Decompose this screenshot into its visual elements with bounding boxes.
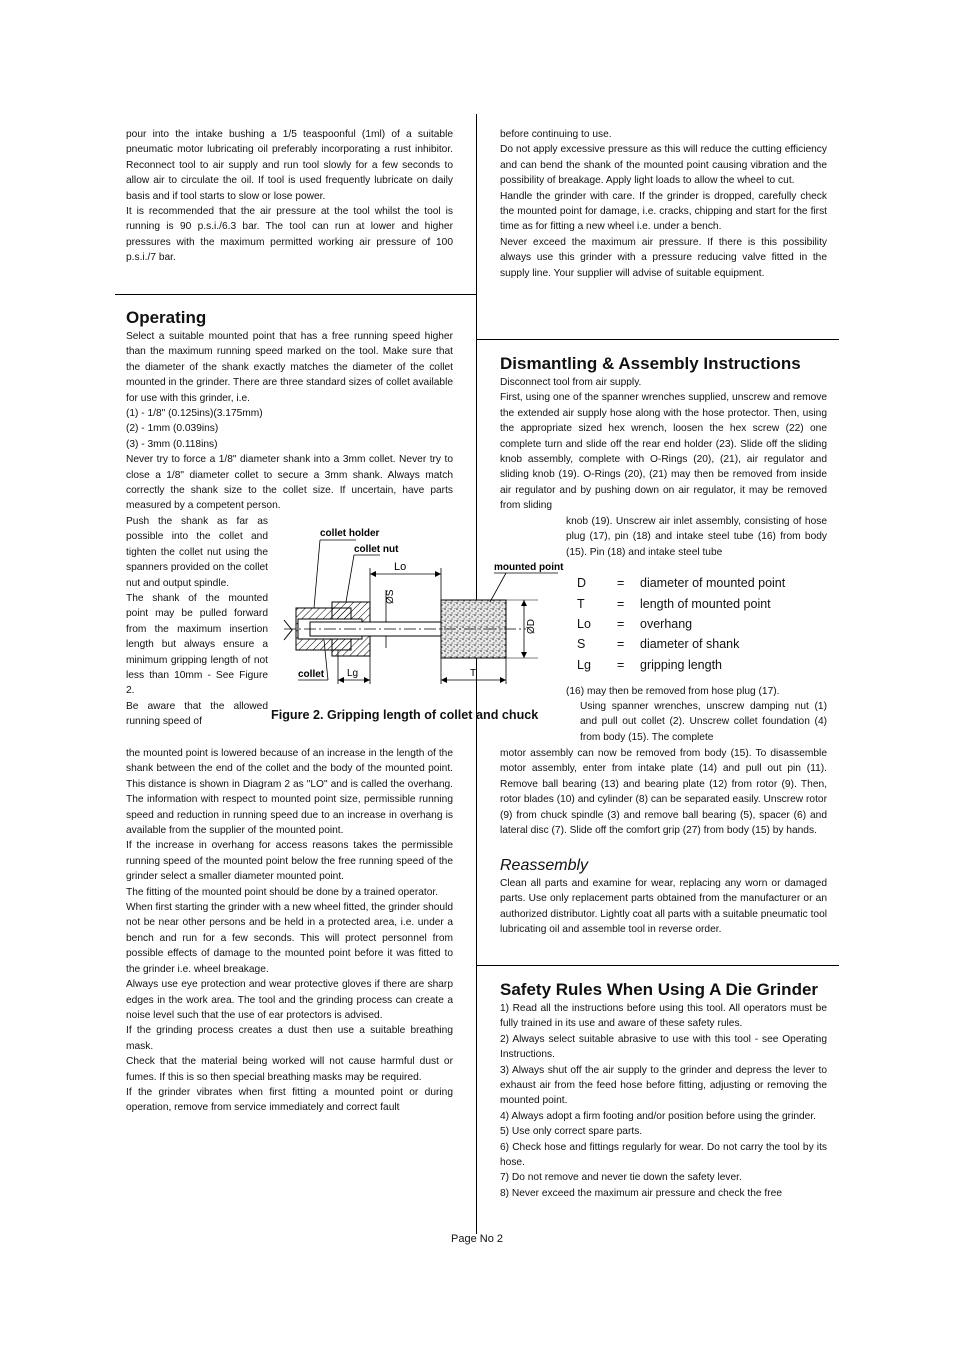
collet-size-3: (3) - 3mm (0.118ins): [126, 438, 218, 450]
paragraph: First, using one of the spanner wrenches supplied, unscrew and remove the extended air supply hose along with the hose protector. Then, using the appropriate sized hex wrench, loosen the hex screw (22) one complete turn and slide off the rear end holder (23). Slide off the sliding knob assembly, complete with O-Rings (20), (21), air regulator and sliding knob (19). O-Rings (20), (21) may then be removed from inside air regulator and by pushing down on air regulator, it may be removed from sliding: [500, 392, 827, 512]
reassembly-text: Clean all parts and examine for wear, replacing any worn or damaged parts. Use only replacement parts obtained from the manufacturer or an authorized distributor. Lightly coat all parts with a suitable pneumatic tool lubricating oil and assemble tool in reverse order.: [500, 878, 827, 936]
label-collet-holder: collet holder: [320, 528, 380, 539]
safety-rule: 4) Always adopt a firm footing and/or position before using the grinder.: [500, 1110, 817, 1122]
paragraph: Select a suitable mounted point that has a free running speed higher than the maximum running speed marked on the tool. Make sure that the diameter of the shank exactly matches the diameter of the collet mounted in the grinder. There are three standard sizes of collet available for use with this grinder, i.e.: [126, 331, 453, 404]
dismantling-wrap-text: knob (19). Unscrew air inlet assembly, consisting of hose plug (17), pin (18) and intake steel tube (16) from body (15). Pin (18) and intake steel tube: [566, 516, 827, 558]
label-lg: Lg: [347, 668, 359, 679]
legend-equals: =: [617, 596, 625, 611]
figure-2-diagram: [276, 524, 566, 692]
paragraph: It is recommended that the air pressure at the tool whilst the tool is running is 90 p.s.i./6.3 bar. The tool can run at lower and higher pressures with the maximum permitted working air pressure of 100 p.s.i./7 bar.: [126, 206, 453, 264]
legend-description: overhang: [640, 616, 693, 631]
paragraph: pour into the intake bushing a 1/5 teaspoonful (1ml) of a suitable pneumatic motor lubricating oil preferably incorporating a rust inhibitor. Reconnect tool to air supply and run tool slowly for a few seconds to allow air to circulate the oil. If tool is used frequently lubricate on daily basis and if tool starts to slow or lose power.: [126, 129, 453, 202]
legend-row: [577, 573, 837, 593]
legend-equals: =: [617, 637, 625, 652]
section-rule-safety: [477, 965, 839, 966]
paragraph: the mounted point is lowered because of an increase in the length of the shank between the end of the collet and the body of the mounted point. This distance is shown in Diagram 2 as "LO" and is called the overhang. The information with respect to mounted point size, permissible running speed and reduction in running speed due to an increase in overhang is available from the supplier of the mounted point.: [126, 748, 453, 837]
paragraph: Always use eye protection and wear protective gloves if there are sharp edges in the work area. The tool and the grinding process can create a noise level such that the use of ear protectors is advised.: [126, 979, 453, 1021]
collet-size-2: (2) - 1mm (0.039ins): [126, 423, 219, 435]
legend-row: [577, 655, 837, 675]
heading-safety: Safety Rules When Using A Die Grinder: [500, 980, 819, 999]
legend-row: [577, 634, 837, 654]
paragraph: Never exceed the maximum air pressure. If there is this possibility always use this grinder with a pressure reducing valve fitted in the supply line. Your supplier will advise of suitable equipment.: [500, 236, 827, 279]
page-number: Page No 2: [451, 1233, 503, 1245]
safety-rule: 5) Use only correct spare parts.: [500, 1126, 643, 1138]
section-rule-dismantling: [477, 339, 839, 340]
paragraph: The shank of the mounted point may be pulled forward from the maximum insertion length but always ensure a minimum gripping length of not less than 10mm - See Figure 2.: [126, 593, 268, 697]
paragraph: Push the shank as far as possible into the collet and tighten the collet nut using the spanners provided on the collet nut and output spindle.: [126, 516, 268, 589]
dismantling-rest: motor assembly can now be removed from body (15). To disassemble motor assembly, enter from intake plate (14) and pull out pin (11). Remove ball bearing (13) and bearing plate (12) from rotor (9). Then, rotor blades (10) and cylinder (8) can be separated easily. Unscrew rotor (9) from chuck spindle (3) and remove ball bearing (5), spacer (6) and lateral disc (7). Slide off the comfort grip (27) from body (15) by hands.: [500, 748, 827, 837]
label-lo: Lo: [394, 561, 407, 573]
legend-equals: =: [617, 657, 625, 672]
safety-rule: 8) Never exceed the maximum air pressure and check the free: [500, 1187, 782, 1199]
legend-equals: =: [617, 576, 625, 591]
dismantling-after-legend: (16) may then be removed from hose plug (17).: [566, 686, 780, 697]
legend-symbol: S: [577, 637, 586, 652]
legend-symbol: D: [577, 576, 587, 591]
heading-dismantling: Dismantling & Assembly Instructions: [500, 354, 801, 373]
safety-rule: 2) Always select suitable abrasive to use with this tool - see Operating Instructions.: [500, 1033, 827, 1061]
safety-rule: 7) Do not remove and never tie down the safety lever.: [500, 1172, 742, 1184]
legend-description: gripping length: [640, 657, 723, 672]
safety-rule: 3) Always shut off the air supply to the grinder and depress the lever to exhaust air from the feed hose before fitting, adjusting or removing the mounted point.: [500, 1064, 827, 1107]
heading-reassembly: Reassembly: [500, 857, 589, 874]
paragraph: Never try to force a 1/8" diameter shank into a 3mm collet. Never try to close a 1/8" diameter collet to secure a 3mm shank. Always match correctly the shank size to the collet size. If uncertain, have parts measured by a competent person.: [126, 454, 453, 512]
dismantling-text: [500, 375, 827, 514]
label-mounted-point: mounted point: [494, 562, 564, 573]
paragraph: If the grinding process creates a dust then use a suitable breathing mask.: [126, 1025, 453, 1052]
paragraph: If the increase in overhang for access reasons takes the permissible running speed of the mounted point below the free running speed of the grinder select a smaller diameter mounted point.: [126, 840, 453, 883]
paragraph: Handle the grinder with care. If the grinder is dropped, carefully check the mounted point for damage, i.e. cracks, chipping and start for the first time as for fitting a new wheel i.e. under a bench.: [500, 190, 827, 233]
paragraph: When first starting the grinder with a new wheel fitted, the grinder should not be near other persons and be held in a protected area, i.e. under a bench and run for a few seconds. This will protect personnel from possible effects of damage to the mounted point before it was fitted to the grinder i.e. wheel breakage.: [126, 902, 453, 975]
safety-rule: 1) Read all the instructions before using this tool. All operators must be fully trained in its use and aware of these safety rules.: [500, 1003, 827, 1030]
legend-description: diameter of mounted point: [640, 576, 786, 591]
legend-row: [577, 593, 837, 613]
paragraph: Disconnect tool from air supply.: [500, 377, 642, 388]
paragraph: The fitting of the mounted point should be done by a trained operator.: [126, 886, 439, 898]
safety-rules: [500, 1001, 827, 1201]
dismantling-wrap-text-2: Using spanner wrenches, unscrew damping nut (1) and pull out collet (2). Unscrew collet foundation (4) from body (15). The complete: [580, 701, 827, 743]
legend-description: diameter of shank: [640, 637, 740, 652]
operating-lower-text: [126, 746, 453, 1116]
label-collet: collet: [298, 669, 325, 680]
figure-legend: [577, 573, 837, 675]
label-d: ØD: [526, 619, 537, 634]
label-s: ØS: [385, 589, 396, 604]
legend-symbol: T: [577, 596, 585, 611]
legend-symbol: Lo: [577, 616, 591, 631]
legend-row: [577, 614, 837, 634]
legend-equals: =: [617, 616, 625, 631]
right-intro: [500, 127, 827, 281]
paragraph: Check that the material being worked will not cause harmful dust or fumes. If this is so then special breathing masks may be required.: [126, 1056, 453, 1083]
label-t: T: [470, 668, 477, 679]
paragraph: before continuing to use.: [500, 129, 612, 140]
heading-operating: Operating: [126, 308, 207, 327]
figure-caption: Figure 2. Gripping length of collet and chuck: [271, 708, 539, 722]
operating-wrap-text: [126, 514, 268, 730]
left-intro: [126, 127, 453, 266]
paragraph: Do not apply excessive pressure as this will reduce the cutting efficiency and can bend the shank of the mounted point causing vibration and the possibility of breakage. Apply light loads to allow the wheel to cut.: [500, 144, 827, 187]
section-rule-operating: [115, 294, 477, 295]
safety-rule: 6) Check hose and fittings regularly for wear. Do not carry the tool by its hose.: [500, 1141, 827, 1169]
paragraph: If the grinder vibrates when first fitting a mounted point or during operation, remove from service immediately and correct fault: [126, 1086, 453, 1114]
collet-size-1: (1) - 1/8" (0.125ins)(3.175mm): [126, 408, 263, 420]
legend-symbol: Lg: [577, 657, 591, 672]
label-collet-nut: collet nut: [354, 544, 399, 555]
paragraph: Be aware that the allowed running speed of: [126, 700, 268, 728]
legend-description: length of mounted point: [640, 596, 771, 611]
operating-text: [126, 329, 453, 514]
